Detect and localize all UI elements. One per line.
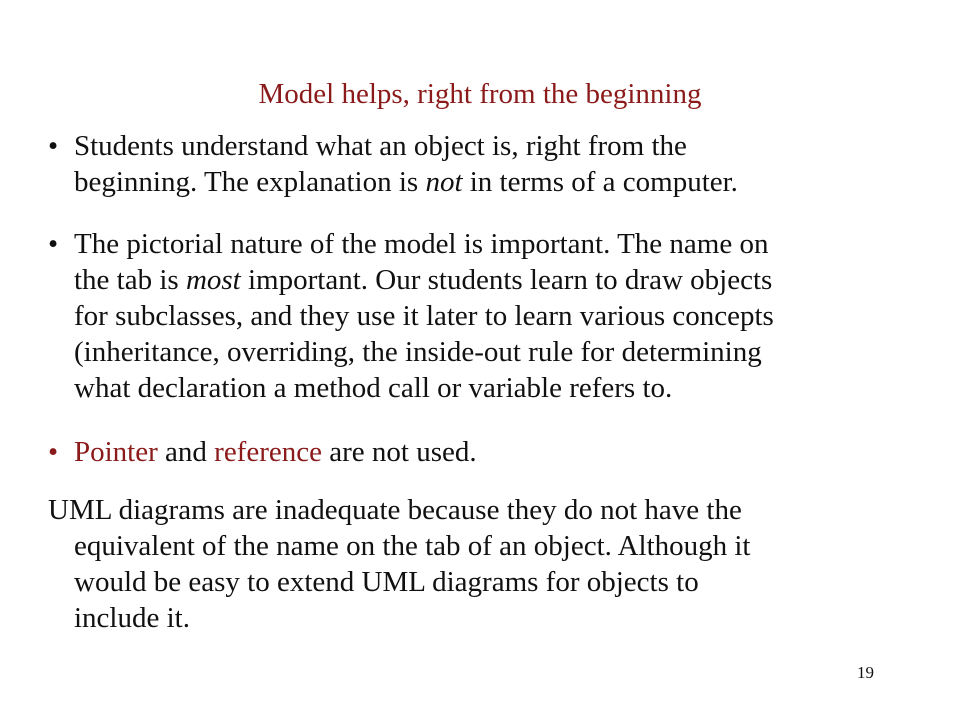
text-run: are not used. (322, 436, 477, 468)
slide-title: Model helps, right from the beginning (258, 78, 702, 110)
bullet-text-line (74, 164, 868, 200)
text-run: important. Our students learn to draw objects (240, 264, 773, 296)
highlight-term-reference: reference (214, 436, 322, 468)
bullet-marker: • (48, 130, 59, 162)
paragraph-uml-diagrams (48, 492, 868, 636)
bullet-text-line: what declaration a method call or variable refers to. (74, 372, 673, 404)
bullet-item-pointer-reference (48, 434, 868, 470)
bullet-text-line: The pictorial nature of the model is important. The name on (74, 228, 769, 260)
paragraph-text-line: equivalent of the name on the tab of an object. Although it (74, 530, 751, 562)
bullet-text-line: Students understand what an object is, right from the (74, 130, 687, 162)
paragraph-text-line: include it. (74, 602, 190, 634)
emphasis-text: not (425, 166, 463, 198)
text-run: beginning. The explanation is (74, 166, 426, 198)
bullet-text-line: (inheritance, overriding, the inside-out rule for determining (74, 336, 762, 368)
bullet-text-line (74, 434, 868, 470)
text-run: in terms of a computer. (462, 166, 738, 198)
bullet-text-line: for subclasses, and they use it later to learn various concepts (74, 300, 774, 332)
text-run: and (157, 436, 215, 468)
bullet-marker: • (48, 436, 59, 468)
highlight-term-pointer: Pointer (74, 436, 158, 468)
bullet-item-pictorial-nature (48, 226, 868, 406)
text-run: the tab is (74, 264, 186, 296)
bullet-marker: • (48, 228, 59, 260)
paragraph-text-line: would be easy to extend UML diagrams for objects to (74, 566, 699, 598)
paragraph-text-line: UML diagrams are inadequate because they do not have the (48, 494, 742, 526)
bullet-text-line (74, 262, 868, 298)
bullet-item-object-understanding (48, 128, 868, 200)
page-number: 19 (857, 663, 874, 682)
emphasis-text: most (185, 264, 241, 296)
